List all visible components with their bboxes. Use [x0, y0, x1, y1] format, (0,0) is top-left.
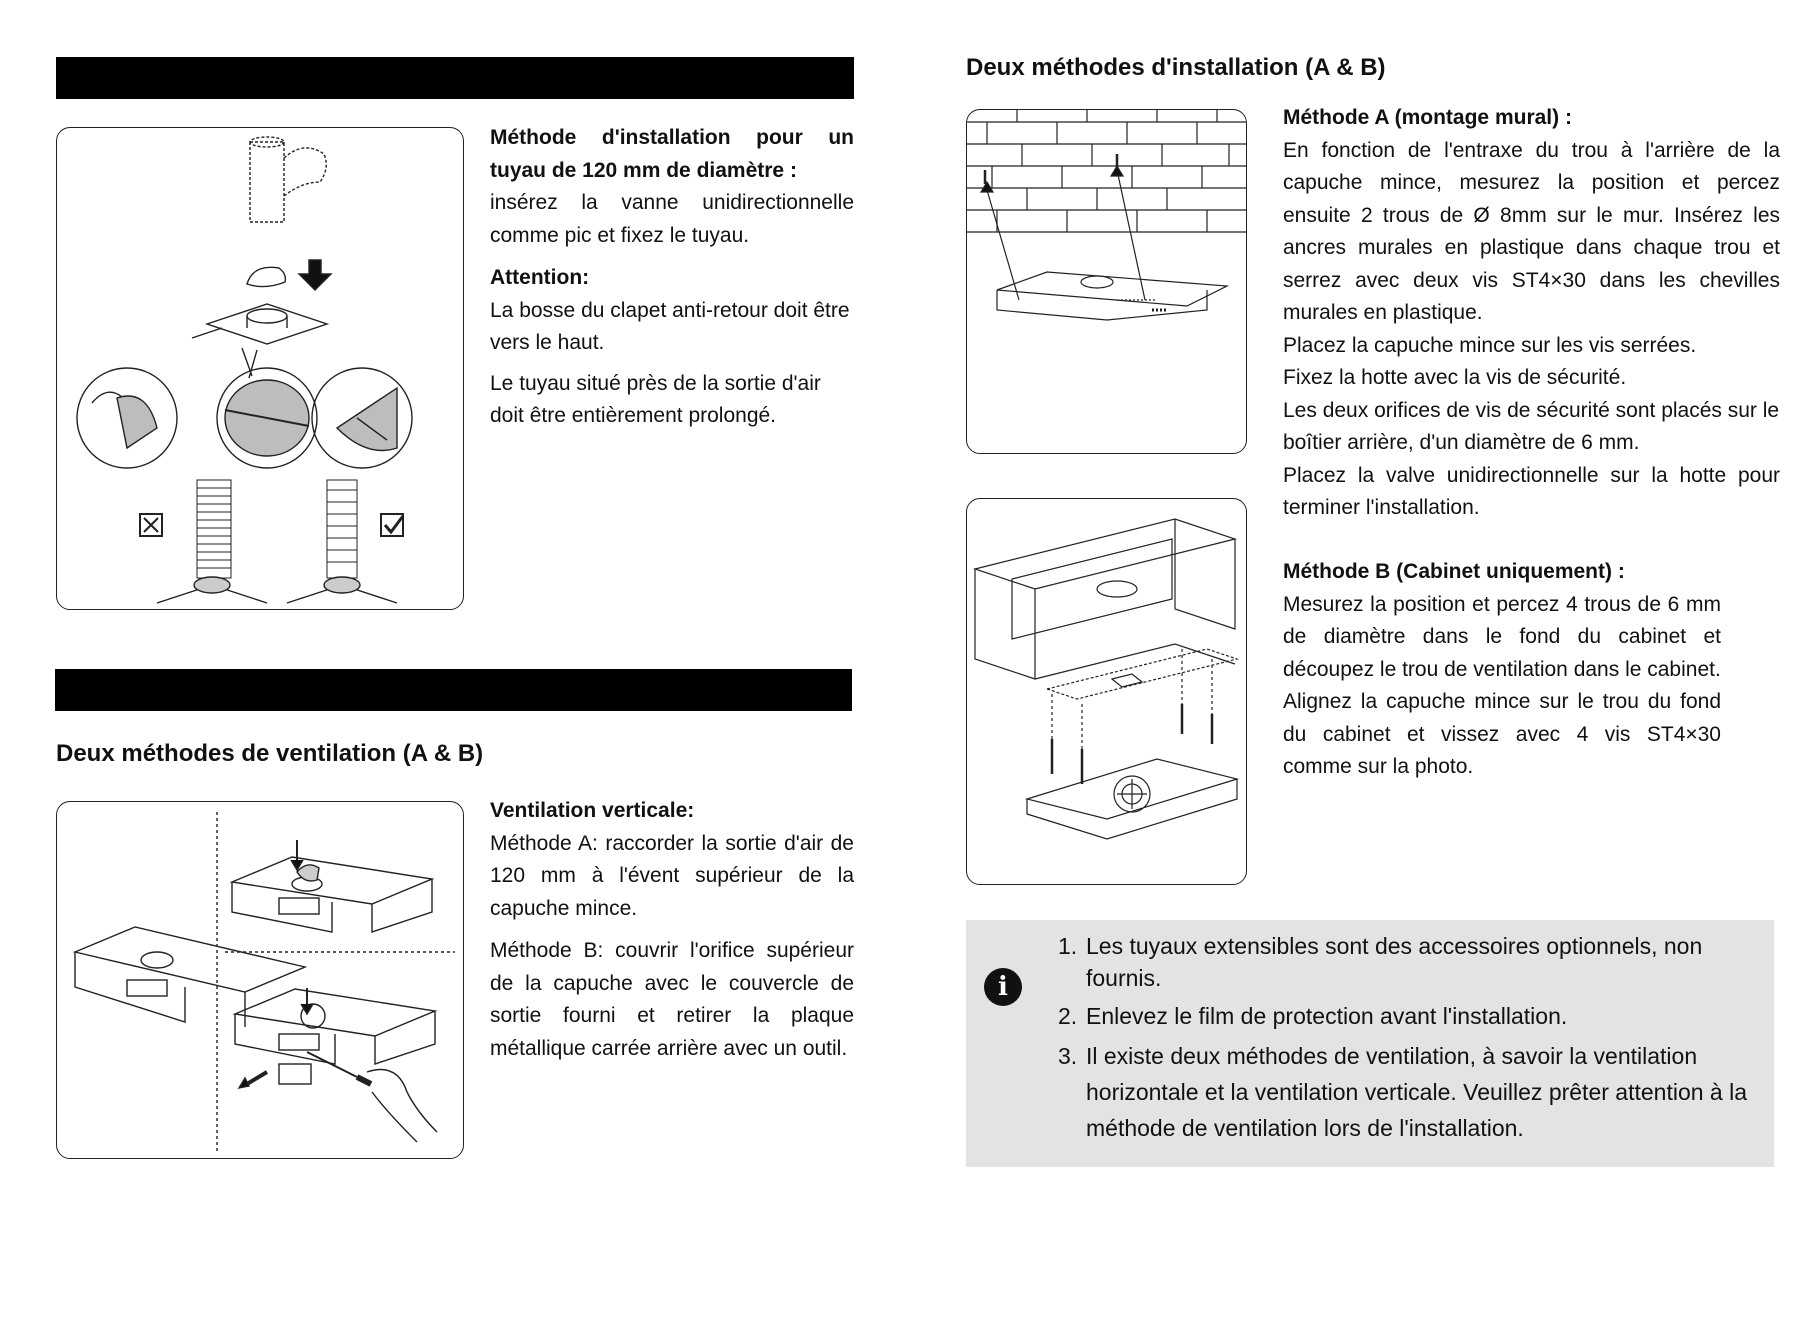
method-a-p4: Les deux orifices de vis de sécurité sont placés sur le boîtier arrière, d'un diamètre de 6 mm.	[1283, 398, 1780, 454]
notes-panel	[966, 920, 1774, 1167]
note-item: 3. Il existe deux méthodes de ventilation, à savoir la ventilation horizontale et la ventilation verticale. Veuillez prêter attention à la méthode de ventilation lors de l'installation.	[1058, 1043, 1748, 1141]
attention-text: La bosse du clapet anti-retour doit être vers le haut.	[490, 298, 850, 354]
vent-method-a	[490, 828, 854, 926]
vent-method-a-text: raccorder la sortie d'air de 120 mm à l'évent supérieur de la capuche mince.	[490, 831, 854, 920]
pipe-extension-text: Le tuyau situé près de la sortie d'air doit être entièrement prolongé.	[490, 371, 821, 427]
method-b-text-block	[1283, 556, 1721, 784]
method-a-text-block	[1283, 102, 1780, 525]
method-a-title: Méthode A (montage mural) :	[1283, 106, 1572, 129]
valve-method-text-block	[490, 122, 854, 433]
wall-mount-figure	[966, 109, 1247, 454]
ventilation-methods-figure	[56, 801, 464, 1159]
vertical-ventilation-title: Ventilation verticale:	[490, 799, 695, 822]
vent-method-b	[490, 935, 854, 1065]
note-item: 2. Enlevez le film de protection avant l'installation.	[1058, 1003, 1568, 1029]
cabinet-mount-figure	[966, 498, 1247, 885]
method-b-p2: Alignez la capuche mince sur le trou du fond du cabinet et vissez avec 4 vis ST4×30 comme sur la photo.	[1283, 690, 1721, 778]
section-header-bar-2	[55, 669, 852, 711]
ventilation-heading: Deux méthodes de ventilation (A & B)	[56, 740, 484, 767]
notes-list	[1058, 930, 1758, 1152]
vent-method-b-text: couvrir l'orifice supérieur de la capuche avec le couvercle de sortie fourni et retirer la plaque métallique carrée arrière avec un outil.	[490, 939, 854, 1060]
info-icon: i	[984, 968, 1022, 1006]
vertical-ventilation-text-block	[490, 795, 854, 1065]
installation-heading: Deux méthodes d'installation (A & B)	[966, 54, 1386, 81]
vent-method-b-label: Méthode B:	[490, 939, 604, 962]
method-a-p2: Placez la capuche mince sur les vis serrées.	[1283, 333, 1697, 357]
method-a-p1: En fonction de l'entraxe du trou à l'arrière de la capuche mince, mesurez la position et percez ensuite 2 trous de Ø 8mm sur le mur. Insérez les ancres murales en plastique dans chaque trou et serrez avec deux vis ST4×30 dans les chevilles murales en plastique.	[1283, 138, 1780, 324]
check-valve-installation-figure	[56, 127, 464, 610]
vent-method-a-label: Méthode A:	[490, 831, 598, 855]
attention-title: Attention:	[490, 266, 590, 289]
method-b-title: Méthode B (Cabinet uniquement) :	[1283, 560, 1625, 583]
section-header-bar-1	[56, 57, 854, 99]
method-a-p3: Fixez la hotte avec la vis de sécurité.	[1283, 366, 1627, 389]
method-a-p5: Placez la valve unidirectionnelle sur la hotte pour terminer l'installation.	[1283, 463, 1780, 519]
valve-method-text: insérez la vanne unidirectionnelle comme pic et fixez le tuyau.	[490, 191, 854, 247]
note-item: 1. Les tuyaux extensibles sont des accessoires optionnels, non fournis.	[1058, 933, 1703, 991]
method-b-p1: Mesurez la position et percez 4 trous de 6 mm de diamètre dans le fond du cabinet et découpez le trou de ventilation dans le cabinet.	[1283, 592, 1721, 681]
valve-method-title: Méthode d'installation pour un tuyau de 120 mm de diamètre :	[490, 126, 854, 182]
